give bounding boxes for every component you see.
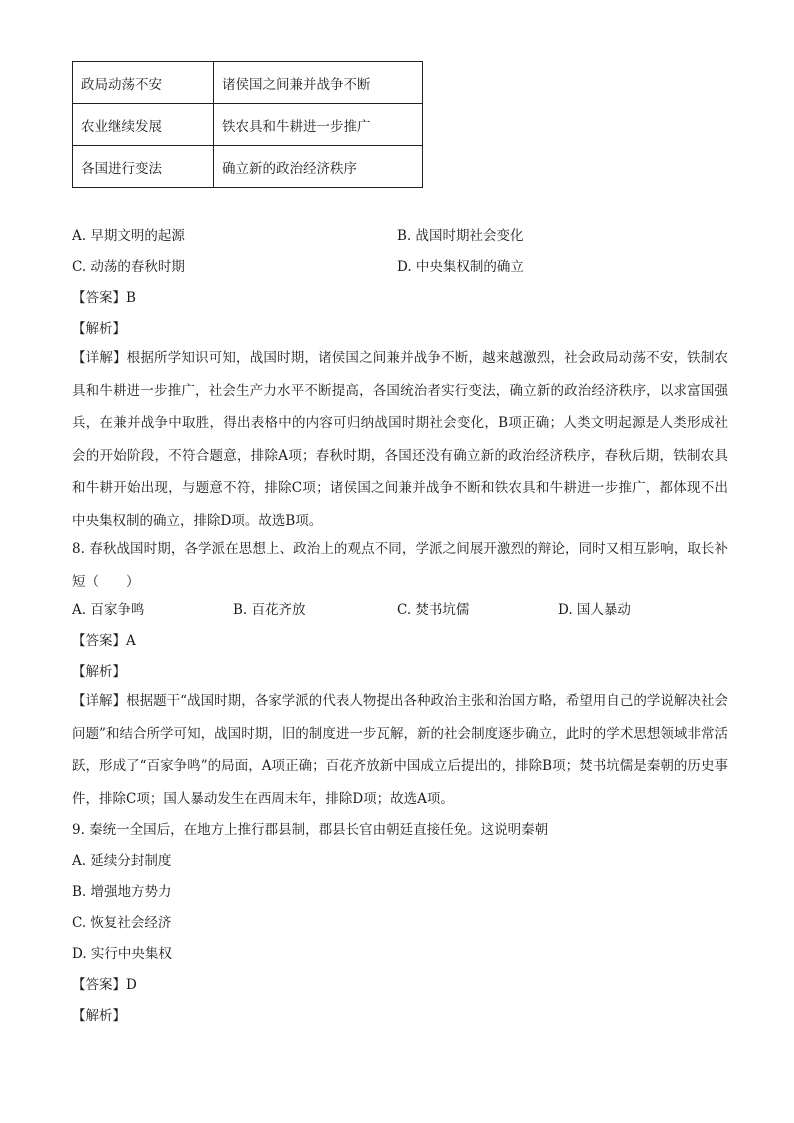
q7-option-d: D. 中央集权制的确立 (397, 259, 524, 275)
q9-option-d: D. 实行中央集权 (72, 946, 172, 962)
q7-option-a: A. 早期文明的起源 (72, 228, 185, 244)
q8-answer: 【答案】A (72, 633, 136, 649)
q9-answer: 【答案】D (72, 977, 137, 993)
q8-option-c: C. 焚书坑儒 (397, 602, 470, 618)
table-cell: 农业继续发展 (73, 104, 214, 146)
q9-option-c: C. 恢复社会经济 (72, 915, 172, 931)
q9-option-a: A. 延续分封制度 (72, 853, 172, 869)
q8-option-d: D. 国人暴动 (558, 602, 631, 618)
q7-answer: 【答案】B (72, 290, 136, 306)
q7-option-c: C. 动荡的春秋时期 (72, 259, 185, 275)
q9-option-b: B. 增强地方势力 (72, 884, 172, 900)
table-cell: 各国进行变法 (73, 146, 214, 188)
table-cell: 诸侯国之间兼并战争不断 (214, 62, 423, 104)
table-row (73, 62, 423, 104)
q8-analysis-label: 【解析】 (72, 664, 126, 680)
table-cell: 政局动荡不安 (73, 62, 214, 104)
table-cell: 铁农具和牛耕进一步推广 (214, 104, 423, 146)
q7-analysis-label: 【解析】 (72, 321, 126, 337)
q7-detail: 【详解】根据所学知识可知，战国时期，诸侯国之间兼并战争不断，越来越激烈，社会政局动荡不安，铁制农具和牛耕进一步推广，社会生产力水平不断提高，各国统治者实行变法，确立新的政治经济秩序，以求富国强兵，在兼并战争中取胜，得出表格中的内容可归纳战国时期社会变化，B项正确；人类文明起源是人类形成社会的开始阶段，不符合题意，排除A项；春秋时期，各国还没有确立新的政治经济秩序，春秋后期，铁制农具和牛耕开始出现，与题意不符，排除C项；诸侯国之间兼并战争不断和铁农具和牛耕进一步推广，都体现不出中央集权制的确立，排除D项。故选B项。 (72, 350, 728, 529)
q9-stem: 9. 秦统一全国后，在地方上推行郡县制，郡县长官由朝廷直接任免。这说明秦朝 (72, 822, 549, 838)
q7-option-b: B. 战国时期社会变化 (397, 228, 524, 244)
table-row (73, 104, 423, 146)
q8-option-a: A. 百家争鸣 (72, 602, 145, 618)
q9-analysis-label: 【解析】 (72, 1008, 126, 1024)
summary-table (72, 61, 423, 188)
table-cell: 确立新的政治经济秩序 (214, 146, 423, 188)
q8-detail: 【详解】根据题干“战国时期，各家学派的代表人物提出各种政治主张和治国方略，希望用自己的学说解决社会问题”和结合所学可知，战国时期，旧的制度进一步瓦解，新的社会制度逐步确立，此时的学术思想领域非常活跃，形成了“百家争鸣”的局面，A项正确；百花齐放新中国成立后提出的，排除B项；焚书坑儒是秦朝的历史事件，排除C项；国人暴动发生在西周末年，排除D项；故选A项。 (72, 693, 728, 807)
q8-option-b: B. 百花齐放 (233, 602, 306, 618)
table-row (73, 146, 423, 188)
q8-stem: 8. 春秋战国时期，各学派在思想上、政治上的观点不同，学派之间展开激烈的辩论，同时又相互影响，取长补短（ ） (72, 541, 728, 590)
